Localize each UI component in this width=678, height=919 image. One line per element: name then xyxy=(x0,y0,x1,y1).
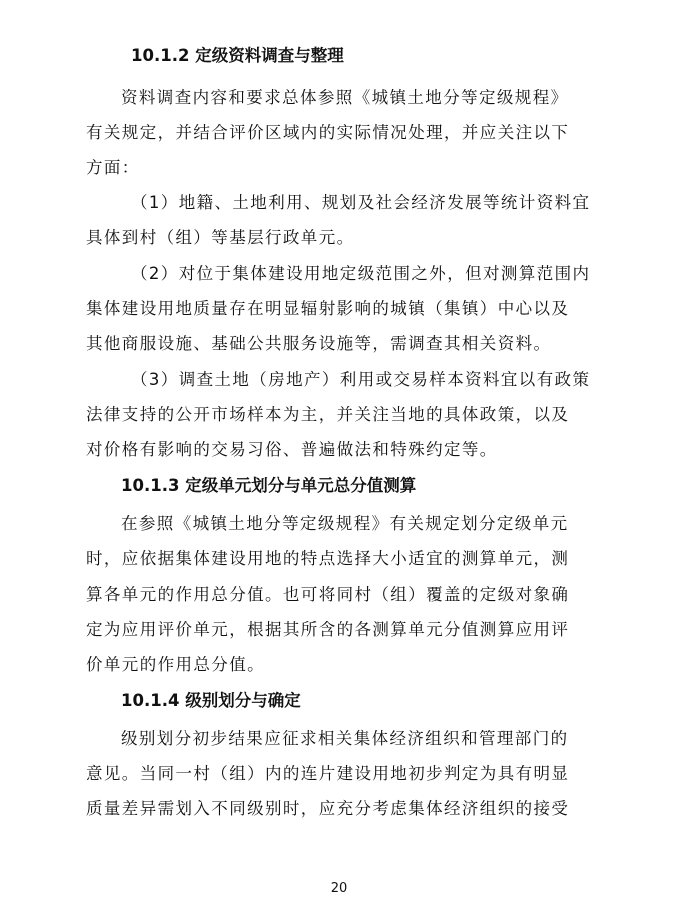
page-number: 20 xyxy=(330,881,348,896)
list-item-2-line: 其他商服设施、基础公共服务设施等，需调查其相关资料。 xyxy=(86,334,552,353)
paragraph-line: 级别划分初步结果应征求相关集体经济组织和管理部门的 xyxy=(121,729,569,748)
list-item-3-line: 对价格有影响的交易习俗、普遍做法和特殊约定等。 xyxy=(86,440,498,459)
paragraph-line: 质量差异需划入不同级别时，应充分考虑集体经济组织的接受 xyxy=(86,799,570,818)
paragraph-line: 算各单元的作用总分值。也可将同村（组）覆盖的定级对象确 xyxy=(86,585,570,604)
paragraph-line: 意见。当同一村（组）内的连片建设用地初步判定为具有明显 xyxy=(86,764,570,783)
paragraph-line: 价单元的作用总分值。 xyxy=(86,655,265,674)
paragraph-line: 资料调查内容和要求总体参照《城镇土地分等定级规程》 xyxy=(121,88,569,107)
paragraph-line: 有关规定，并结合评价区域内的实际情况处理，并应关注以下 xyxy=(86,123,570,142)
list-item-1-line: （1）地籍、土地利用、规划及社会经济发展等统计资料宜 xyxy=(131,193,591,212)
paragraph-line: 时，应依据集体建设用地的特点选择大小适宜的测算单元，测 xyxy=(86,549,570,568)
list-item-3-line: （3）调查土地（房地产）利用或交易样本资料宜以有政策 xyxy=(131,370,591,389)
section-heading-10-1-4: 10.1.4 级别划分与确定 xyxy=(121,691,301,710)
paragraph-line: 定为应用评价单元，根据其所含的各测算单元分值测算应用评 xyxy=(86,620,570,639)
paragraph-line: 方面： xyxy=(86,158,140,177)
paragraph-line: 在参照《城镇土地分等定级规程》有关规定划分定级单元 xyxy=(121,514,569,533)
list-item-3-line: 法律支持的公开市场样本为主，并关注当地的具体政策，以及 xyxy=(86,405,570,424)
list-item-2-line: （2）对位于集体建设用地定级范围之外，但对测算范围内 xyxy=(131,264,591,283)
section-heading-10-1-3: 10.1.3 定级单元划分与单元总分值测算 xyxy=(121,476,417,495)
section-heading-10-1-2: 10.1.2 定级资料调查与整理 xyxy=(131,46,344,65)
list-item-1-line: 具体到村（组）等基层行政单元。 xyxy=(86,228,355,247)
list-item-2-line: 集体建设用地质量存在明显辐射影响的城镇（集镇）中心以及 xyxy=(86,299,570,318)
